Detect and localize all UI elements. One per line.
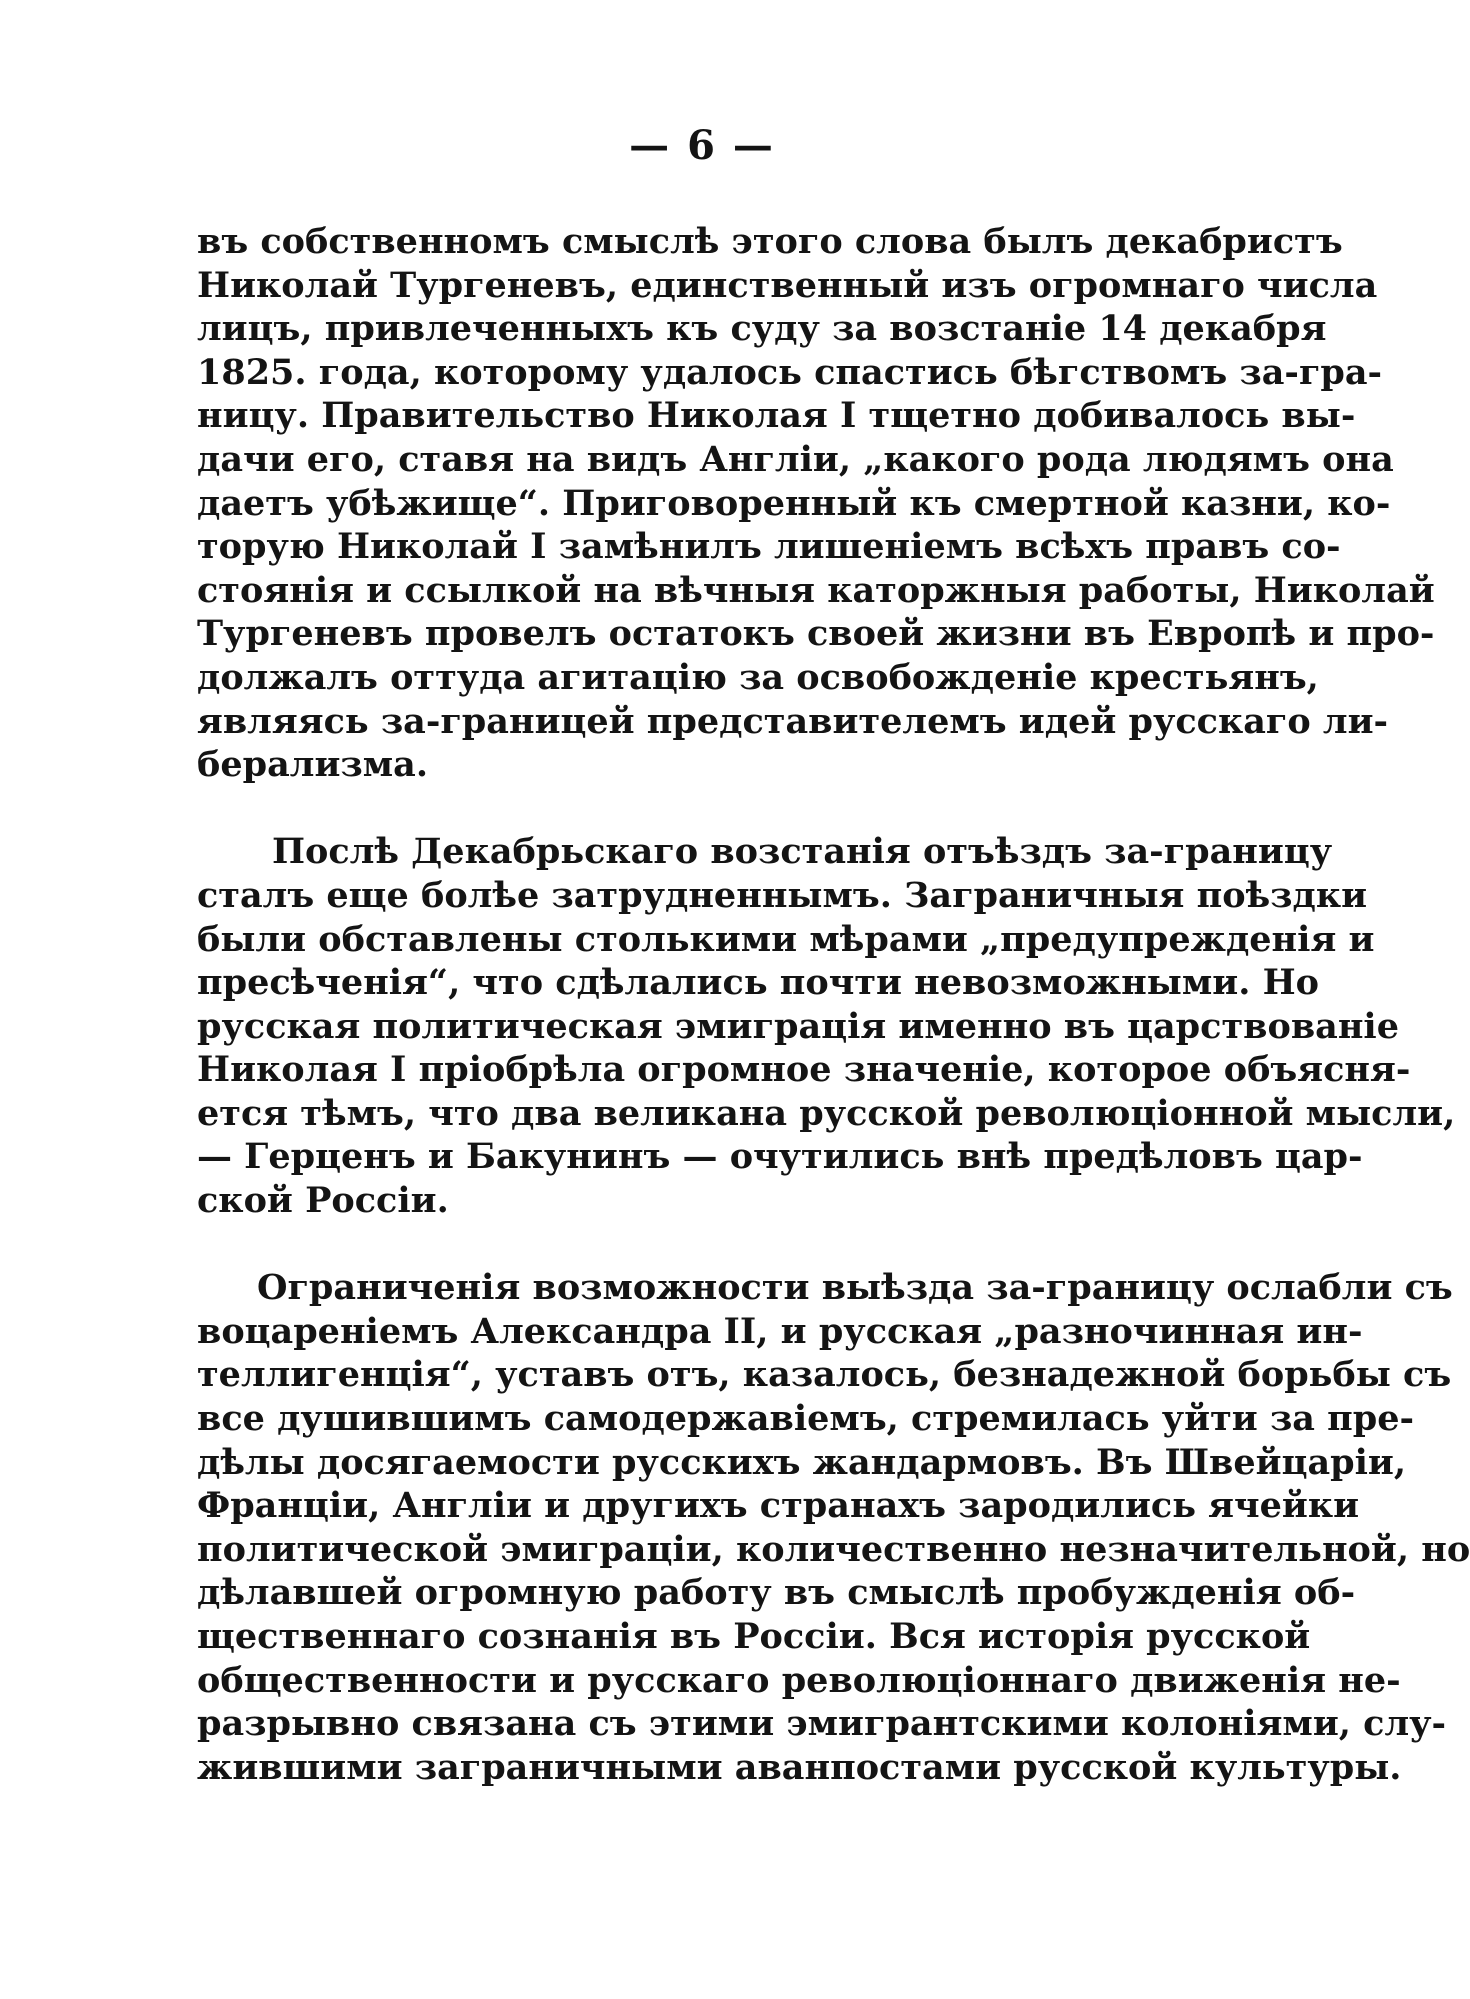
text-line: берализма. xyxy=(197,744,429,786)
text-line: дачи его, ставя на видъ Англіи, „какого рода людямъ она xyxy=(197,438,1394,480)
text-line: жившими заграничными аванпостами русской культуры. xyxy=(197,1746,1402,1788)
text-line: — Герценъ и Бакунинъ — очутились внѣ предѣловъ цар- xyxy=(197,1136,1363,1178)
text-line: Франціи, Англіи и другихъ странахъ зародились ячейки xyxy=(197,1485,1360,1527)
text-line: стоянія и ссылкой на вѣчныя каторжныя работы, Николай xyxy=(197,569,1435,611)
text-line: политической эмиграціи, количественно незначительной, но xyxy=(197,1528,1470,1570)
text-line: должалъ оттуда агитацію за освобожденіе крестьянъ, xyxy=(197,656,1319,698)
text-line: щественнаго сознанія въ Россіи. Вся исторія русской xyxy=(197,1616,1311,1657)
text-line: ницу. Правительство Николая I тщетно добивалось вы- xyxy=(197,395,1356,437)
text-line: даетъ убѣжище“. Приговоренный къ смертной казни, ко- xyxy=(197,482,1391,524)
text-line: въ собственномъ смыслѣ этого слова былъ декабристъ xyxy=(197,221,1343,262)
text-line: являясь за-границей представителемъ идей русскаго ли- xyxy=(197,700,1389,742)
text-line: общественности и русскаго революціоннаго движенія не- xyxy=(197,1659,1401,1701)
text-line: лицъ, привлеченныхъ къ суду за возстаніе 14 декабря xyxy=(197,308,1327,350)
text-line: ской Россіи. xyxy=(197,1180,449,1222)
text-line: Тургеневъ провелъ остатокъ своей жизни въ Европѣ и про- xyxy=(197,613,1435,655)
text-line: разрывно связана съ этими эмигрантскими колоніями, слу- xyxy=(197,1703,1447,1745)
paragraph-2 xyxy=(197,830,1456,1222)
body-text xyxy=(197,220,1470,1789)
text-line: дѣлавшей огромную работу въ смыслѣ пробужденія об- xyxy=(197,1572,1356,1614)
text-line: торую Николай I замѣнилъ лишеніемъ всѣхъ правъ со- xyxy=(197,526,1341,568)
text-line: теллигенція“, уставъ отъ, казалось, безнадежной борьбы съ xyxy=(197,1354,1452,1396)
page-number: — 6 — xyxy=(629,122,775,169)
paragraph-1 xyxy=(197,220,1435,787)
text-line: сталъ еще болѣе затрудненнымъ. Заграничныя поѣздки xyxy=(197,874,1368,916)
text-line: были обставлены столькими мѣрами „предупрежденія и xyxy=(197,918,1375,960)
text-line: воцареніемъ Александра II, и русская „разночинная ин- xyxy=(197,1310,1363,1352)
text-line: Ограниченія возможности выѣзда за-границу ослабли съ xyxy=(257,1267,1453,1309)
text-line: Николая I пріобрѣла огромное значеніе, которое объясня- xyxy=(197,1049,1411,1091)
text-line: Николай Тургеневъ, единственный изъ огромнаго числа xyxy=(197,264,1378,306)
text-line: русская политическая эмиграція именно въ царствованіе xyxy=(197,1005,1399,1047)
text-line: 1825. года, которому удалось спастись бѣгствомъ за-гра- xyxy=(197,351,1383,393)
text-line: дѣлы досягаемости русскихъ жандармовъ. Въ Швейцаріи, xyxy=(197,1441,1407,1483)
text-line: ется тѣмъ, что два великана русской революціонной мысли, xyxy=(197,1092,1456,1134)
paragraph-3 xyxy=(197,1266,1470,1789)
text-line: Послѣ Декабрьскаго возстанія отъѣздъ за-границу xyxy=(272,831,1333,873)
text-line: все душившимъ самодержавіемъ, стремилась уйти за пре- xyxy=(197,1398,1415,1440)
text-line: пресѣченія“, что сдѣлались почти невозможными. Но xyxy=(197,962,1319,1004)
